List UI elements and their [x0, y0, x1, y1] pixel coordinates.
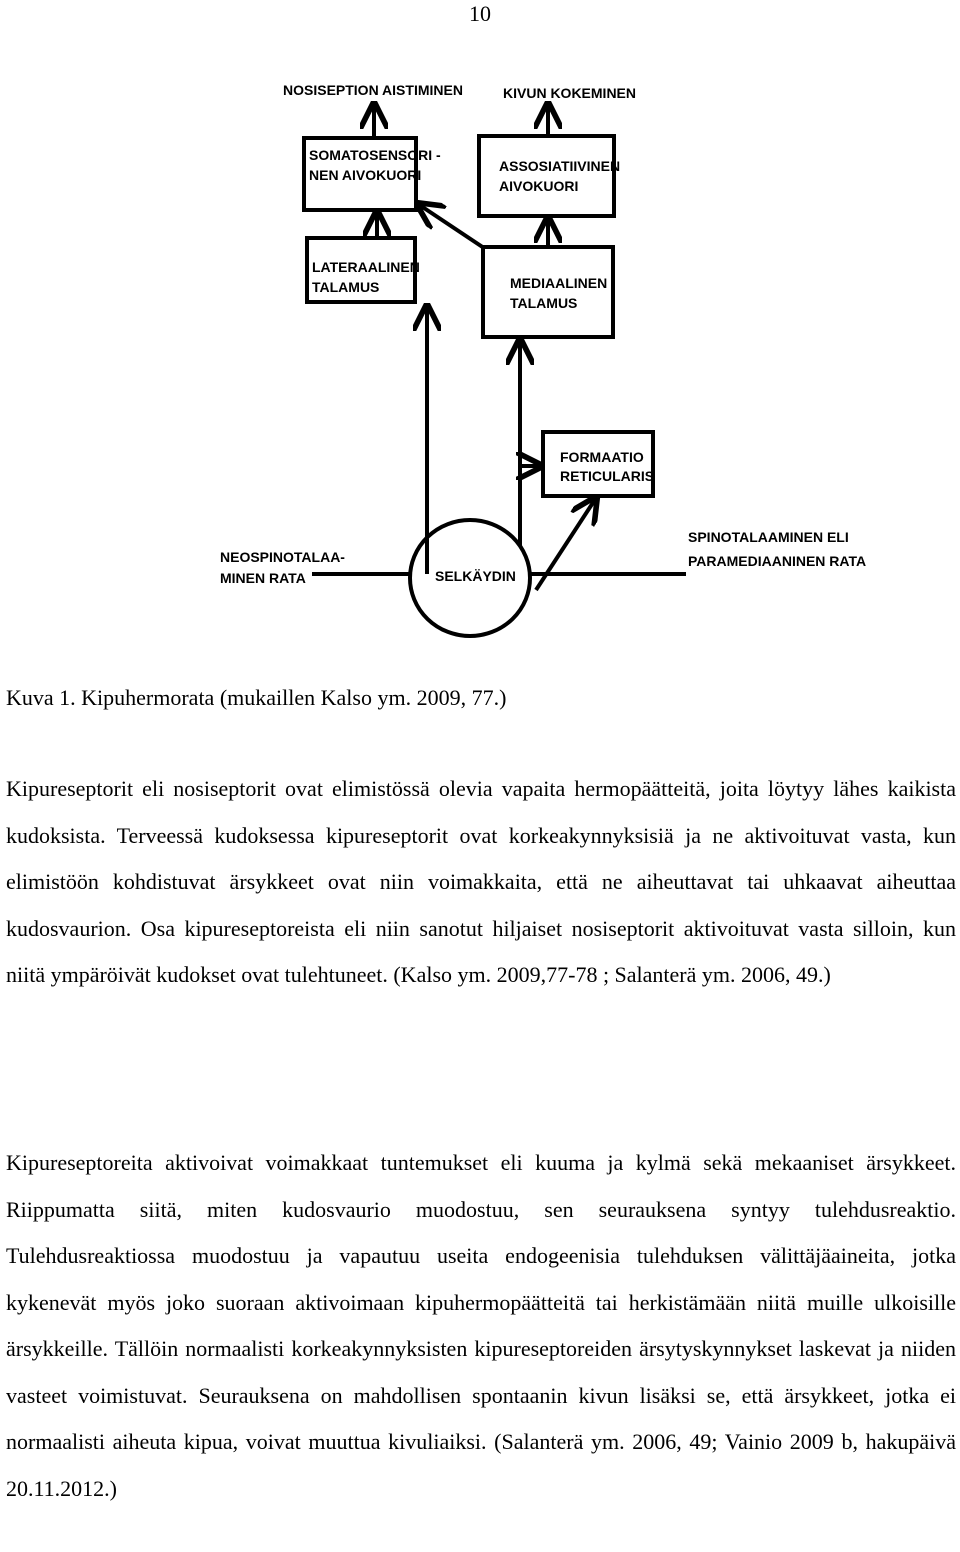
- box-medial-thalamus: [483, 247, 613, 337]
- box-medial-line2: TALAMUS: [510, 295, 578, 311]
- paragraph-inflammation: Kipureseptoreita aktivoivat voimakkaat tuntemukset eli kuuma ja kylmä sekä mekaaniset ärsykkeet. Riippumatta siitä, miten kudosvaurio muodostuu, sen seurauksena syntyy tulehdusreaktio. Tulehdusreaktiossa muodostuu ja vapautuu useita endogeenisia tulehduksen välittäjäaineita, jotka kykenevät myös joko suoraan aktivoimaan kipuhermopäätteitä tai herkistämään niitä muille ulkoisille ärsykkeille. Tällöin normaalisti korkeakynnyksisten kipureseptoreiden ärsytyskynnykset laskevat ja niiden vasteet voimistuvat. Seurauksena on mahdollisen spontaanin kivun lisäksi se, että ärsykkeet, jotka ei normaalisti aiheuta kipua, voivat muuttua kivuliaiksi. (Salanterä ym. 2006, 49; Vainio 2009 b, hakupäivä 20.11.2012.): [6, 1150, 956, 1501]
- label-neospinothalamic-line1: NEOSPINOTALAA-: [220, 549, 345, 565]
- box-associative-cortex: [479, 136, 614, 216]
- box-medial-line1: MEDIAALINEN: [510, 275, 608, 291]
- box-formatio-line2: RETICULARIS: [560, 468, 655, 484]
- label-pain-experience: KIVUN KOKEMINEN: [503, 85, 637, 101]
- page-number: 10: [469, 1, 491, 26]
- pain-pathway-diagram: [200, 60, 880, 650]
- label-neospinothalamic-line2: MINEN RATA: [220, 570, 306, 586]
- label-nociception: NOSISEPTION AISTIMINEN: [283, 82, 463, 98]
- arrow-spinal-diagonal-to-formatio: [536, 498, 596, 590]
- label-paramedian-line1: SPINOTALAAMINEN ELI: [688, 529, 849, 545]
- label-paramedian-line2: PARAMEDIAANINEN RATA: [688, 553, 867, 569]
- box-somatosensory-line2: NEN AIVOKUORI: [309, 167, 422, 183]
- figure-caption: Kuva 1. Kipuhermorata (mukaillen Kalso ym. 2009, 77.): [6, 685, 507, 710]
- box-lateral-line2: TALAMUS: [312, 279, 380, 295]
- label-spinal-cord: SELKÄYDIN: [435, 568, 516, 584]
- box-formatio-line1: FORMAATIO: [560, 449, 644, 465]
- box-somatosensory-line1: SOMATOSENSORI -: [309, 147, 441, 163]
- box-lateral-line1: LATERAALINEN: [312, 259, 420, 275]
- arrow-medial-to-somatosensory: [418, 204, 484, 248]
- box-associative-line1: ASSOSIATIIVINEN: [499, 158, 621, 174]
- box-associative-line2: AIVOKUORI: [499, 178, 579, 194]
- paragraph-nociceptors: Kipureseptorit eli nosiseptorit ovat elimistössä olevia vapaita hermopäätteitä, joita löytyy lähes kaikista kudoksista. Terveessä kudoksessa kipureseptorit ovat korkeakynnyksisiä ja ne aktivoituvat vasta, kun elimistöön kohdistuvat ärsykkeet ovat niin voimakkaita, että ne aiheuttavat tai uhkaavat aiheuttaa kudosvaurion. Osa kipureseptoreista eli niin sanotut hiljaiset nosiseptorit aktivoituvat vasta silloin, kun niitä ympäröivät kudokset ovat tulehtuneet. (Kalso ym. 2009,77-78 ; Salanterä ym. 2006, 49.): [6, 776, 956, 987]
